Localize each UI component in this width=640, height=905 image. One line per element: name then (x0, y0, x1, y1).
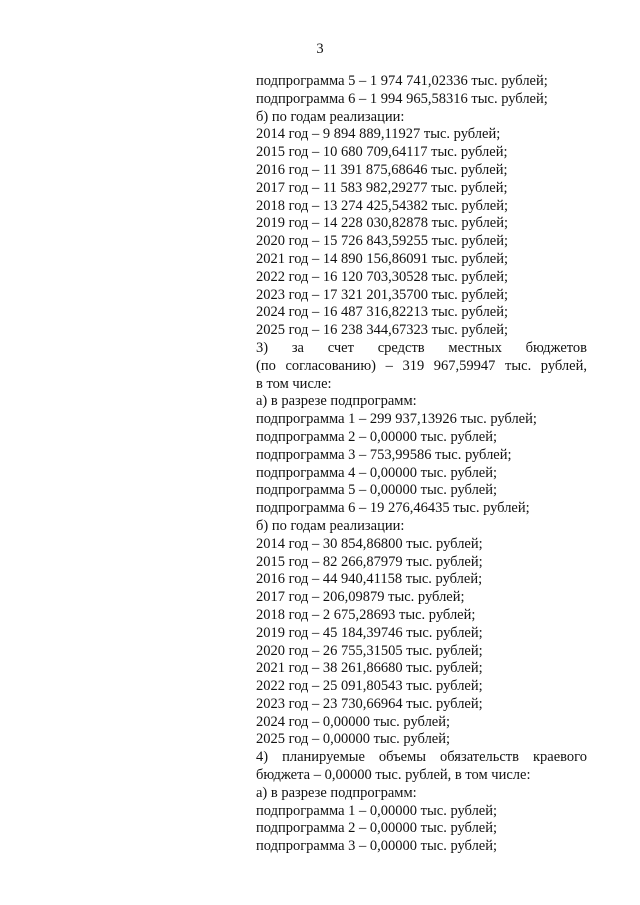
text-line: 2024 год – 0,00000 тыс. рублей; (256, 713, 451, 730)
page-number: 3 (316, 41, 324, 57)
text-line: а) в разрезе подпрограмм: (256, 393, 417, 410)
text-line: 2020 год – 15 726 843,59255 тыс. рублей; (256, 233, 509, 250)
text-line: 2020 год – 26 755,31505 тыс. рублей; (256, 642, 483, 659)
text-line: 2023 год – 23 730,66964 тыс. рублей; (256, 695, 483, 712)
text-line: 2016 год – 11 391 875,68646 тыс. рублей; (256, 161, 508, 178)
text-line: 2021 год – 38 261,86680 тыс. рублей; (256, 660, 483, 677)
text-line: 2023 год – 17 321 201,35700 тыс. рублей; (256, 286, 509, 303)
text-line: 2018 год – 13 274 425,54382 тыс. рублей; (256, 197, 509, 214)
text-line: 4) планируемые объемы обязательств краевого (256, 749, 587, 766)
text-line: 2016 год – 44 940,41158 тыс. рублей; (256, 571, 483, 588)
text-line: 2014 год – 9 894 889,11927 тыс. рублей; (256, 126, 501, 143)
text-line: 2025 год – 0,00000 тыс. рублей; (256, 731, 451, 748)
text-line: подпрограмма 2 – 0,00000 тыс. рублей; (256, 820, 498, 837)
text-line: 2022 год – 16 120 703,30528 тыс. рублей; (256, 268, 509, 285)
text-line: подпрограмма 3 – 753,99586 тыс. рублей; (256, 446, 512, 463)
text-line: 2018 год – 2 675,28693 тыс. рублей; (256, 606, 476, 623)
text-line: подпрограмма 1 – 299 937,13926 тыс. рублей; (256, 411, 537, 428)
text-line: б) по годам реализации: (256, 108, 405, 125)
text-line: подпрограмма 3 – 0,00000 тыс. рублей; (256, 838, 498, 855)
text-line: подпрограмма 5 – 0,00000 тыс. рублей; (256, 482, 498, 499)
text-line: подпрограмма 1 – 0,00000 тыс. рублей; (256, 802, 498, 819)
text-line: а) в разрезе подпрограмм: (256, 784, 417, 801)
text-line: (по согласованию) – 319 967,59947 тыс. рублей, (256, 357, 587, 374)
document-body (256, 73, 587, 856)
text-line: 2019 год – 14 228 030,82878 тыс. рублей; (256, 215, 509, 232)
text-line: подпрограмма 6 – 1 994 965,58316 тыс. рублей; (256, 90, 548, 107)
text-line: 2022 год – 25 091,80543 тыс. рублей; (256, 678, 483, 695)
text-line: подпрограмма 6 – 19 276,46435 тыс. рублей; (256, 500, 530, 517)
text-line: б) по годам реализации: (256, 517, 405, 534)
text-line: 2025 год – 16 238 344,67323 тыс. рублей; (256, 322, 509, 339)
text-line: подпрограмма 2 – 0,00000 тыс. рублей; (256, 428, 498, 445)
text-line: 2017 год – 11 583 982,29277 тыс. рублей; (256, 179, 508, 196)
text-line: 2014 год – 30 854,86800 тыс. рублей; (256, 535, 483, 552)
text-line: подпрограмма 5 – 1 974 741,02336 тыс. рублей; (256, 73, 548, 89)
text-line: 2024 год – 16 487 316,82213 тыс. рублей; (256, 304, 509, 321)
text-line: 2015 год – 10 680 709,64117 тыс. рублей; (256, 144, 508, 161)
text-line: 2021 год – 14 890 156,86091 тыс. рублей; (256, 250, 509, 267)
text-line: 2019 год – 45 184,39746 тыс. рублей; (256, 624, 483, 641)
text-line: бюджета – 0,00000 тыс. рублей, в том числе: (256, 767, 531, 784)
text-line: подпрограмма 4 – 0,00000 тыс. рублей; (256, 464, 498, 481)
text-line: в том числе: (256, 375, 332, 392)
text-line: 3) за счет средств местных бюджетов (256, 339, 587, 356)
text-line: 2015 год – 82 266,87979 тыс. рублей; (256, 553, 483, 570)
text-line: 2017 год – 206,09879 тыс. рублей; (256, 589, 465, 606)
